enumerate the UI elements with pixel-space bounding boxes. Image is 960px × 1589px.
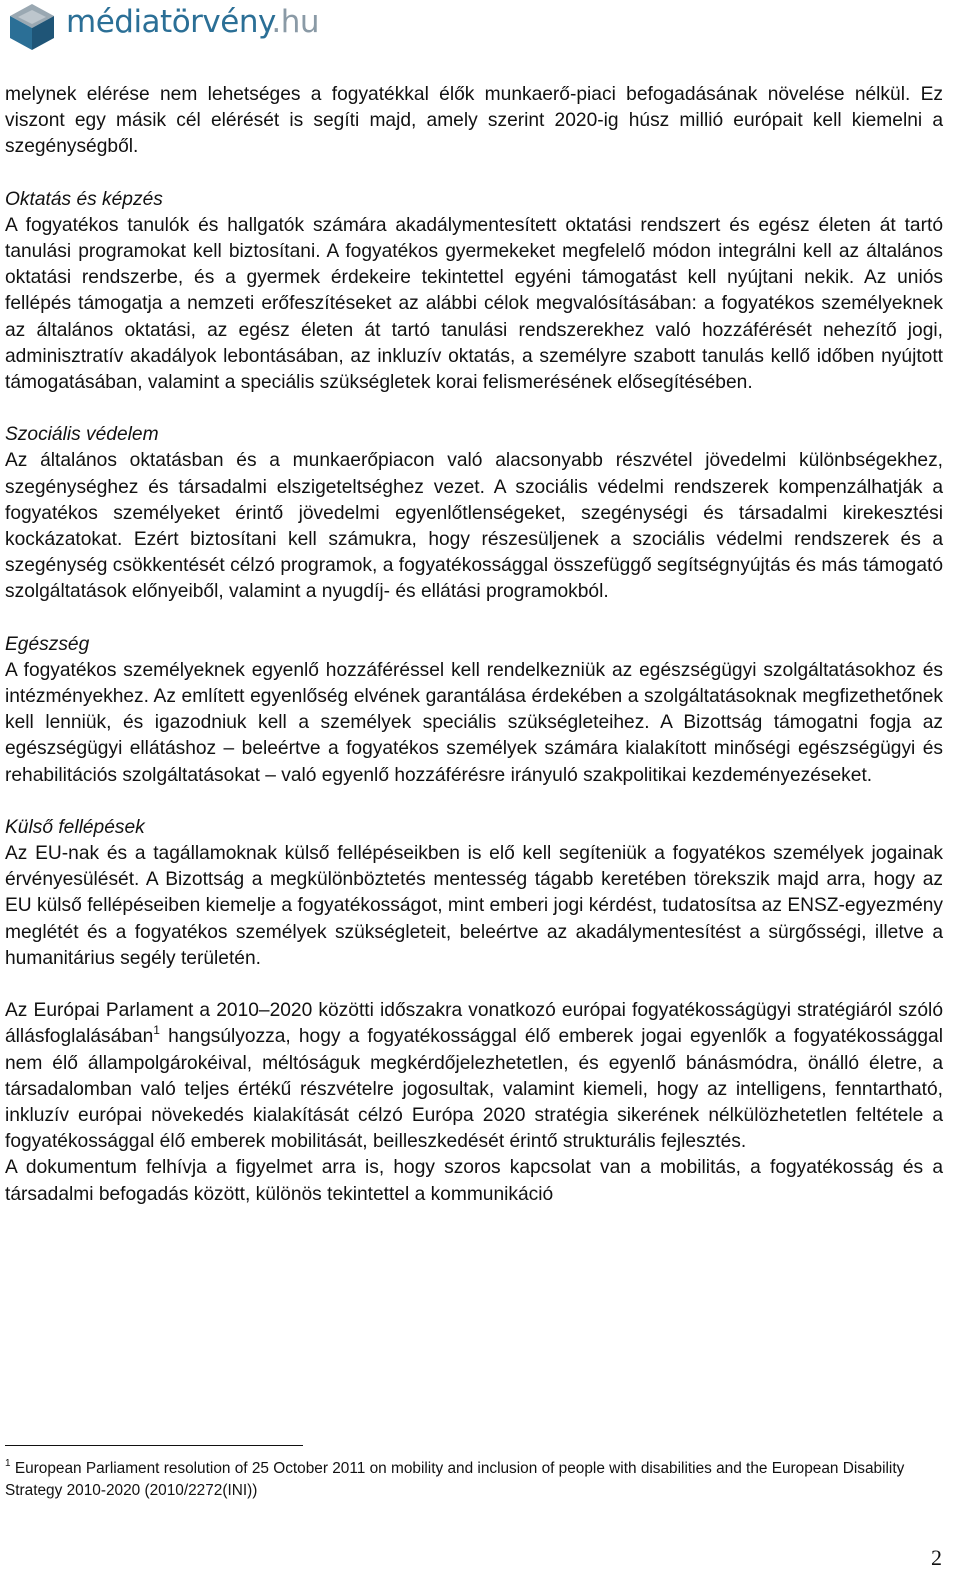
education-paragraph: A fogyatékos tanulók és hallgatók számára akadálymentesített oktatási rendszert és egész életen át tartó tanulási programokat kell biztosítani. A fogyatékos gyermekeket megfelelő módon integrálni kell az általános oktatási rendszerbe, és a gyermek érdekeire tekintettel egyéni támogatást kell nyújtani nekik. Az uniós fellépés támogatja a nemzeti erőfeszítéseket az alábbi célok megvalósításában: a fogyatékos személyeknek az általános oktatási, az egész életen át tartó tanulási rendszerekhez való hozzáférését nehezítő jogi, adminisztratív akadályok lebontásában, az inkluzív oktatás, a személyre szabott tanulás kellő időben nyújtott támogatásában, valamint a speciális szükségletek korai felismerésének elősegítésében.	[5, 214, 943, 394]
document-note-paragraph: A dokumentum felhívja a figyelmet arra is, hogy szoros kapcsolat van a mobilitás, a fogyatékosság és a társadalmi befogadás között, különös tekintettel a kommunikáció	[5, 1157, 943, 1205]
logo-cube-icon	[4, 2, 60, 52]
page-number: 2	[931, 1545, 942, 1570]
social-paragraph: Az általános oktatásban és a munkaerőpiacon való alacsonyabb részvétel jövedelmi különbségekhez, szegénységhez és társadalmi elszigeteltséghez vezet. A szociális védelmi rendszerek kompenzálhatják a fogyatékos személyeket érintő jövedelmi egyenlőtlenségeket, szegénységi és társadalmi kirekesztési kockázatokat. Ezért biztosítani kell számukra, hogy részesüljenek a szociális védelmi rendszerek és a szegénység csökkentését célzó programok, a fogyatékossággal összefüggő segítségnyújtás és más támogató szolgáltatások előnyeiből, valamint a nyugdíj- és ellátási programokból.	[5, 450, 943, 603]
health-paragraph: A fogyatékos személyeknek egyenlő hozzáféréssel kell rendelkezniük az egészségügyi szolgáltatásokhoz és intézményekhez. Az említett egyenlőség elvének garantálása érdekében a szolgáltatásoknak megfizethetőnek kell lenniük, és igazodniuk kell a személyek speciális szükségleteihez. A Bizottság támogatni fogja az egészségügyi ellátáshoz – beleértve a fogyatékos személyek számára kialakított minőségi egészségügyi és rehabilitációs szolgáltatásokat – való egyenlő hozzáférésre irányuló szakpolitikai kezdeményezéseket.	[5, 659, 943, 786]
logo-main-text: médiatörvény	[66, 4, 272, 40]
health-heading: Egészség	[5, 633, 90, 655]
parliament-paragraph	[5, 998, 943, 1155]
footnote	[5, 1458, 935, 1502]
external-heading: Külső fellépések	[5, 816, 145, 838]
parliament-text-before: Az Európai Parlament a 2010–2020 közötti időszakra vonatkozó európai fogyatékosságügyi stratégiáról szóló állásfoglalásában	[5, 1000, 943, 1048]
footnote-marker: 1	[5, 1458, 11, 1469]
intro-paragraph: melynek elérése nem lehetséges a fogyatékkal élők munkaerő-piaci befogadásának növelése nélkül. Ez viszont egy másik cél elérését is segíti majd, amely szerint 2020-ig húsz millió európait kell kiemelni a szegénységből.	[5, 84, 943, 158]
site-logo[interactable]	[66, 4, 319, 40]
page-header	[0, 0, 960, 62]
logo-tld-text: .hu	[271, 4, 320, 40]
external-paragraph: Az EU-nak és a tagállamoknak külső fellépéseikben is elő kell segíteniük a fogyatékos személyek jogainak érvényesülését. A Bizottság a megkülönböztetés mentesség tágabb keretében törekszik majd arra, hogy az EU külső fellépéseiben kiemelje a fogyatékosságot, mint emberi jogi kérdést, tudatosítsa az ENSZ-egyezmény meglétét és a fogyatékos személyek szükségleteit, beleértve az akadálymentesítést a sürgősségi, illetve a humanitárius segély területén.	[5, 843, 943, 969]
document-body	[5, 82, 943, 1208]
parliament-text-after: hangsúlyozza, hogy a fogyatékossággal élő emberek jogai egyenlők a fogyatékossággal nem élő állampolgárokéival, méltóságuk megkérdőjelezhetetlen, és egyenlő bánásmódra, önálló életre, a társadalomban való teljes értékű részvételre jogosultak, valamint kiemeli, hogy az intelligens, fenntartható, inkluzív európai növekedés kialakítását célzó Európa 2020 stratégia sikerének nélkülözhetetlen feltétele a fogyatékossággal élő emberek mobilitását, beilleszkedését érintő strukturális fejlesztés.	[5, 1026, 943, 1153]
footnote-reference[interactable]: 1	[153, 1023, 160, 1038]
footnote-text: European Parliament resolution of 25 October 2011 on mobility and inclusion of people with disabilities and the European Disability Strategy 2010-2020 (2010/2272(INI))	[5, 1460, 905, 1499]
social-heading: Szociális védelem	[5, 424, 159, 446]
footnote-divider	[5, 1445, 303, 1446]
education-heading: Oktatás és képzés	[5, 188, 163, 210]
